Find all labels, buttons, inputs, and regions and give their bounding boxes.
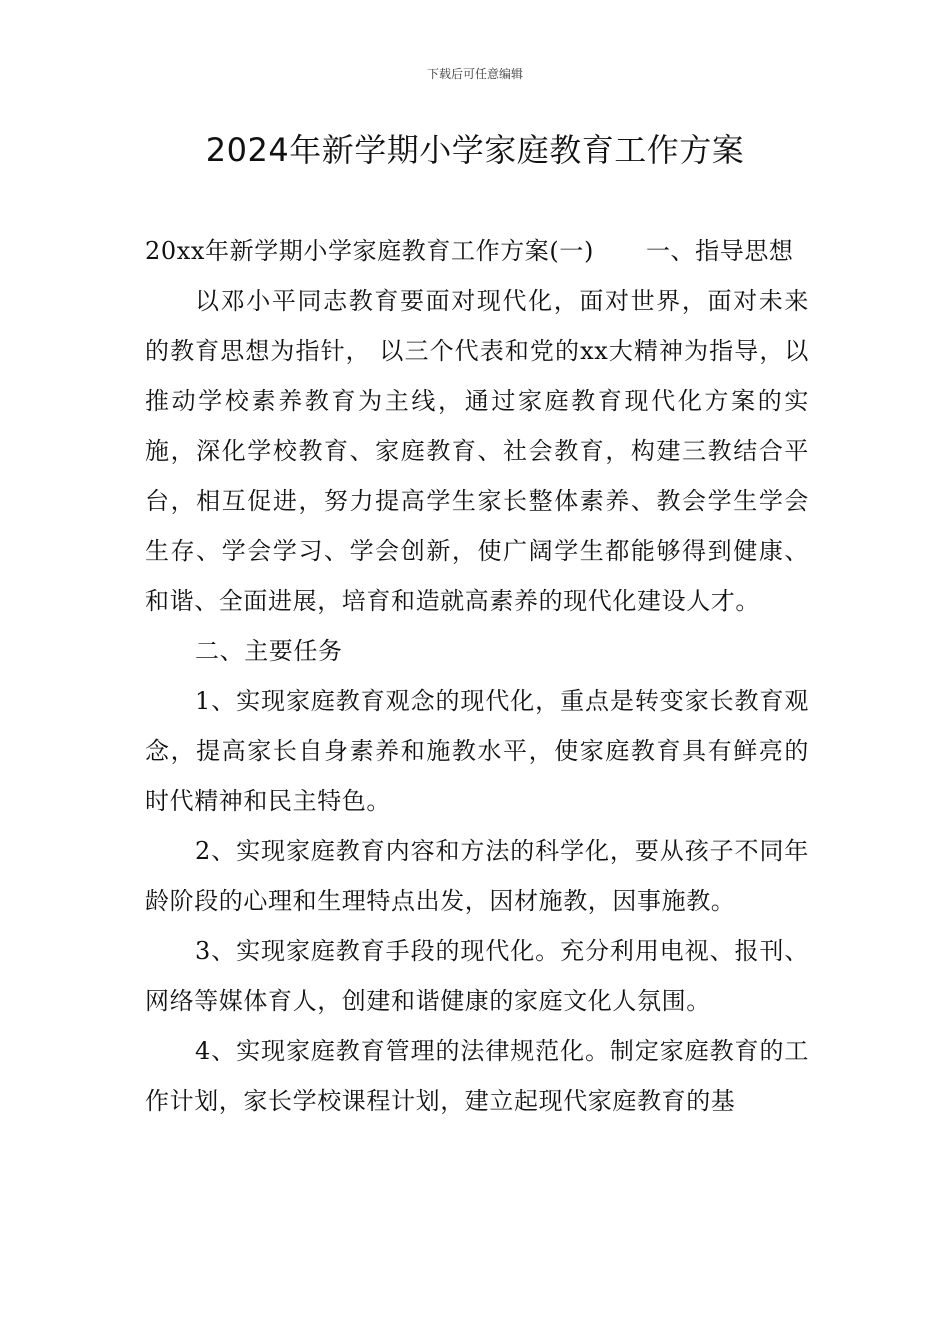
- header-note: 下载后可任意编辑: [426, 67, 523, 81]
- paragraph-task-1: 1、实现家庭教育观念的现代化，重点是转变家长教育观念，提高家长自身素养和施教水平，使家庭教育具有鲜亮的时代精神和民主特色。: [145, 687, 809, 815]
- intro-paragraph: [145, 226, 809, 276]
- paragraph-guiding-thought: 以邓小平同志教育要面对现代化，面对世界，面对未来的教育思想为指针， 以三个代表和党的xx大精神为指导，以推动学校素养教育为主线，通过家庭教育现代化方案的实施，深化学校教育、家庭教育、社会教育，构建三教结合平台，相互促进，努力提高学生家长整体素养、教会学生学会生存、学会学习、学会创新，使广阔学生都能够得到健康、和谐、全面进展，培育和造就高素养的现代化建设人才。: [145, 287, 809, 615]
- paragraph-task-4: 4、实现家庭教育管理的法律规范化。制定家庭教育的工作计划，家长学校课程计划，建立起现代家庭教育的基: [145, 1037, 809, 1115]
- plan-heading: 20xx年新学期小学家庭教育工作方案(一): [145, 237, 594, 265]
- document-body: [145, 226, 809, 1126]
- document-title: 2024年新学期小学家庭教育工作方案: [205, 131, 745, 169]
- paragraph-task-2: 2、实现家庭教育内容和方法的科学化，要从孩子不同年龄阶段的心理和生理特点出发，因材施教，因事施教。: [145, 837, 809, 915]
- paragraph-task-3: 3、实现家庭教育手段的现代化。充分利用电视、报刊、网络等媒体育人，创建和谐健康的家庭文化人氛围。: [145, 937, 809, 1015]
- section-heading-guiding-thought: 一、指导思想: [645, 237, 794, 265]
- section-heading-main-tasks: 二、主要任务: [195, 637, 343, 665]
